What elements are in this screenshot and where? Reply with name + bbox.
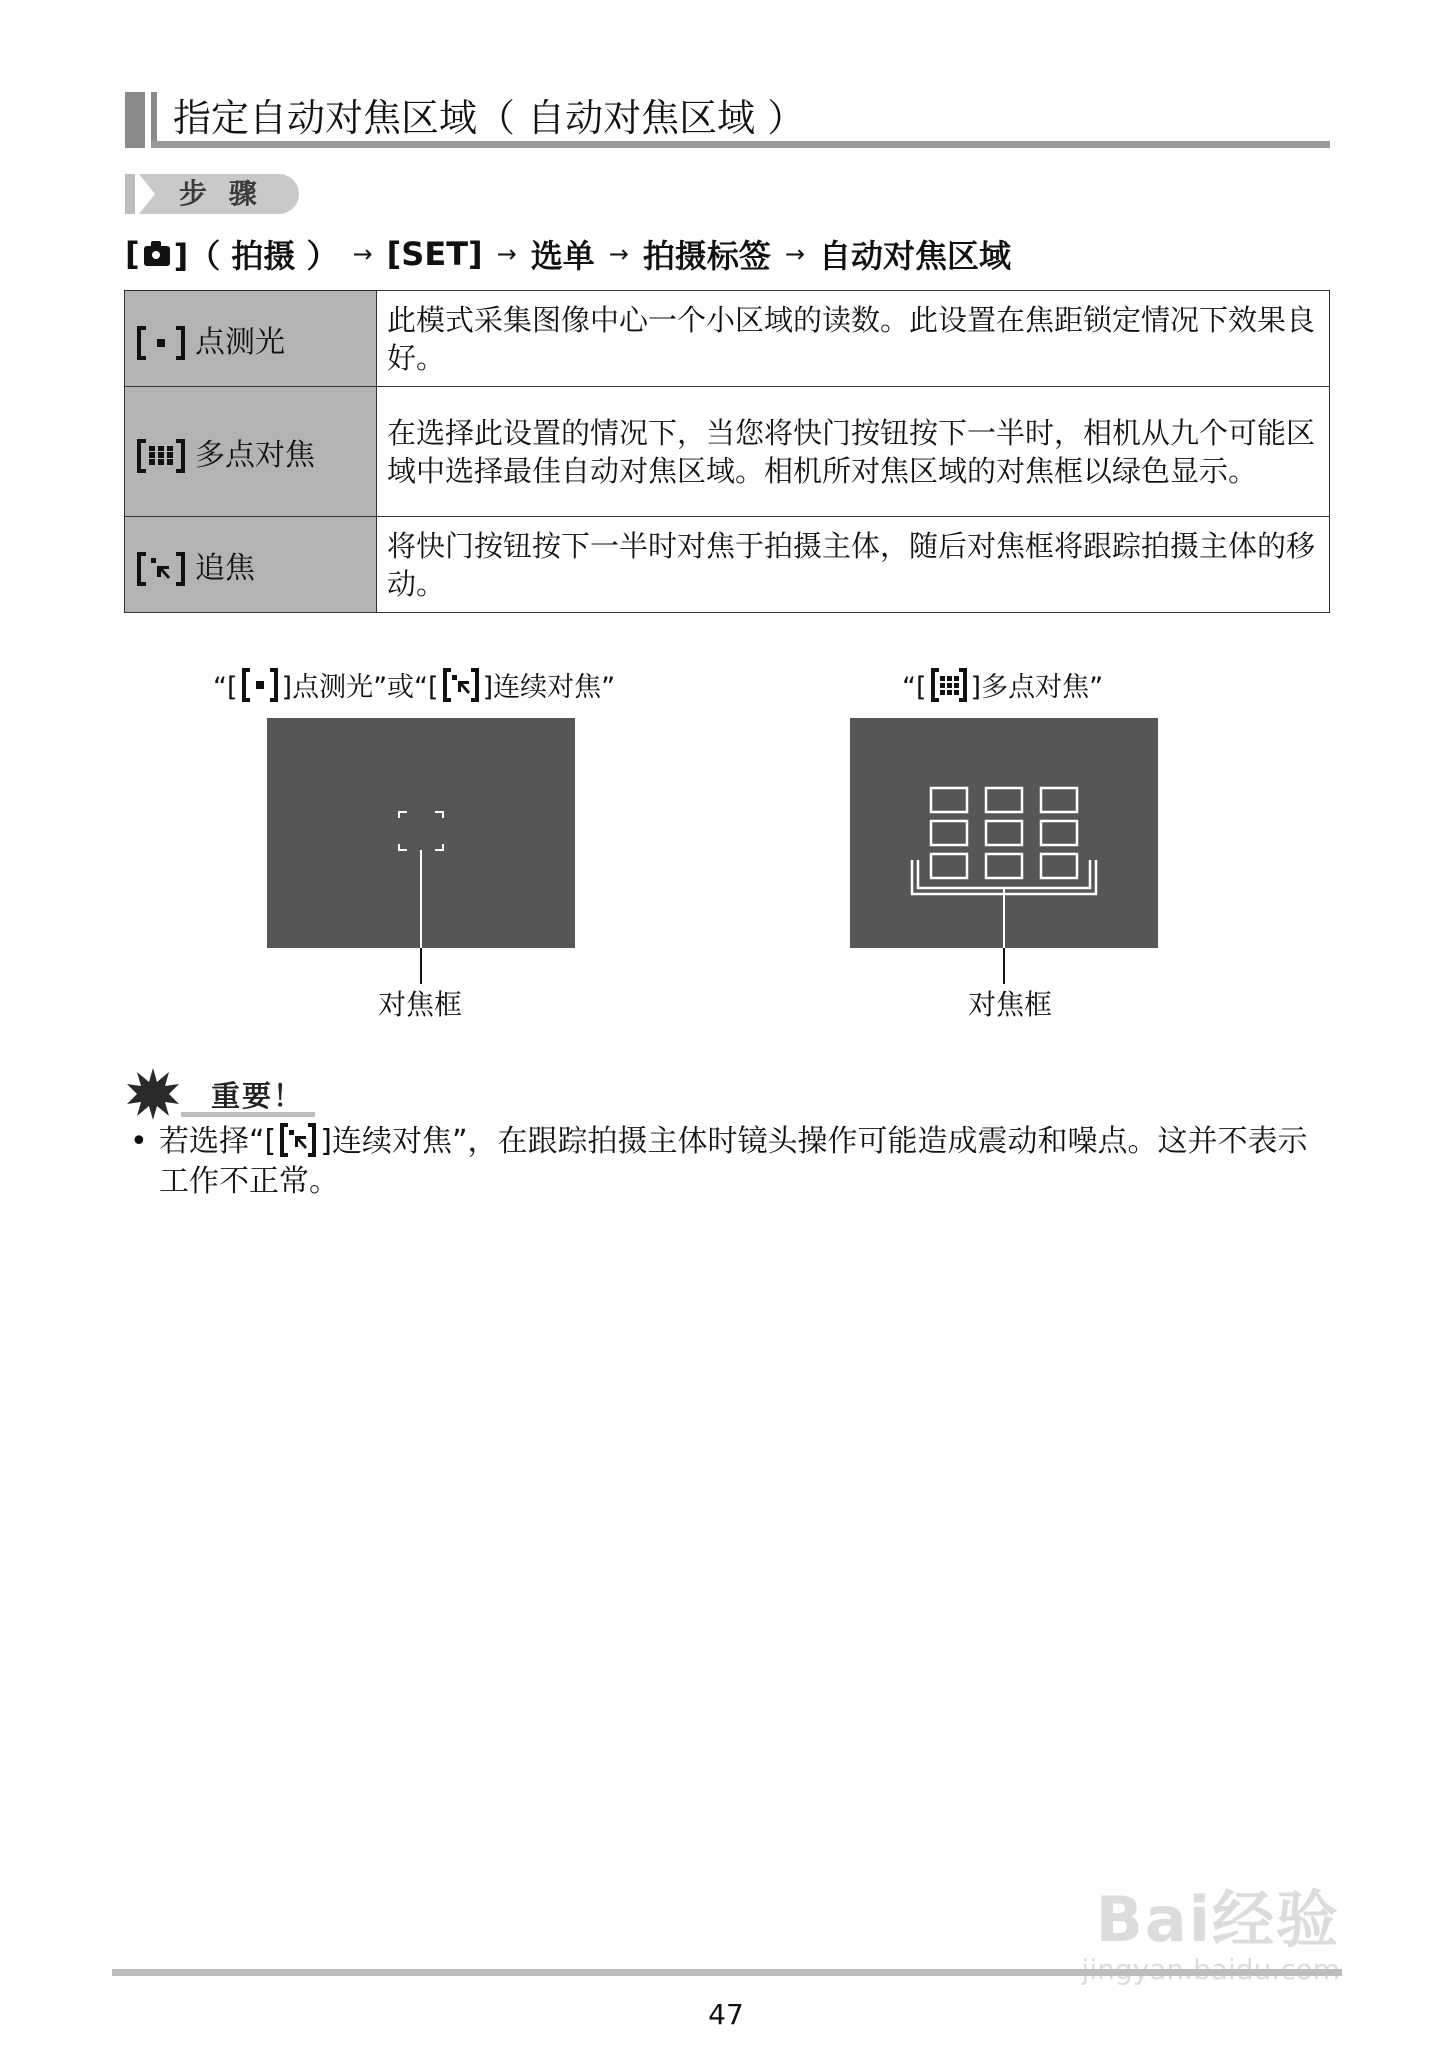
menu-shoot: ]（ 拍摄 ） [173, 237, 339, 275]
title-accent-bar-thin [151, 92, 157, 148]
menu-item: 自动对焦区域 [819, 237, 1012, 275]
table-row [125, 517, 1330, 613]
figure-right-label: “[ ]多点对焦” [902, 665, 1103, 704]
burst-icon [125, 1066, 181, 1122]
steps-label: 步 骤 [179, 177, 263, 210]
important-note: • 若选择“[ ]连续对焦”，在跟踪拍摄主体时镜头操作可能造成震动和噪点。这并不表示工作不正常。 [130, 1124, 1308, 1199]
focus-frame-left [267, 718, 575, 1018]
table-row [125, 291, 1330, 387]
tracking-icon [441, 668, 481, 702]
section-title [125, 92, 1330, 148]
arrow-icon: → [784, 240, 805, 268]
focus-frames-right [850, 718, 1158, 1018]
mode-description: 此模式采集图像中心一个小区域的读数。此设置在焦距锁定情况下效果良好。 [377, 291, 1330, 387]
tracking-icon [137, 552, 185, 586]
page-number: 47 [708, 1998, 744, 2031]
title-accent-bar [125, 92, 145, 148]
figure-left-caption: 对焦框 [378, 988, 463, 1021]
table-row [125, 387, 1330, 517]
title-underline [151, 141, 1330, 148]
watermark: Bai经验 [1095, 1883, 1340, 1956]
steps-badge [125, 174, 300, 214]
multi-icon [137, 439, 185, 473]
mode-cell: 多点对焦 [125, 387, 377, 517]
mode-description: 在选择此设置的情况下，当您将快门按钮按下一半时，相机从九个可能区域中选择最佳自动对焦区域。相机所对焦区域的对焦框以绿色显示。 [377, 387, 1330, 517]
multi-icon [929, 668, 969, 702]
important-heading [125, 1066, 315, 1116]
spot-icon [240, 668, 280, 702]
menu-tab: 拍摄标签 [642, 237, 771, 275]
modes-table [124, 290, 1330, 613]
camera-icon [144, 246, 170, 266]
figure-left-label: “[ ]点测光”或“[ ]连续对焦” [213, 665, 615, 704]
footer-rule [112, 1969, 1342, 1976]
mode-cell: 追焦 [125, 517, 377, 613]
important-label: 重要！ [211, 1079, 305, 1113]
page-title: 指定自动对焦区域（ 自动对焦区域 ） [173, 96, 806, 140]
menu-path: [ ]（ 拍摄 ） → [SET] → 选单 → 拍摄标签 → 自动对焦区域 [125, 232, 1011, 276]
menu-menu: 选单 [530, 237, 595, 275]
mode-cell: 点测光 [125, 291, 377, 387]
tracking-icon [278, 1123, 318, 1157]
arrow-icon: → [496, 240, 517, 268]
figure-right-caption: 对焦框 [968, 988, 1053, 1021]
arrow-icon: → [352, 240, 373, 268]
mode-description: 将快门按钮按下一半时对焦于拍摄主体，随后对焦框将跟踪拍摄主体的移动。 [377, 517, 1330, 613]
menu-set: [SET] [386, 235, 483, 273]
spot-icon [137, 326, 185, 360]
arrow-icon: → [608, 240, 629, 268]
